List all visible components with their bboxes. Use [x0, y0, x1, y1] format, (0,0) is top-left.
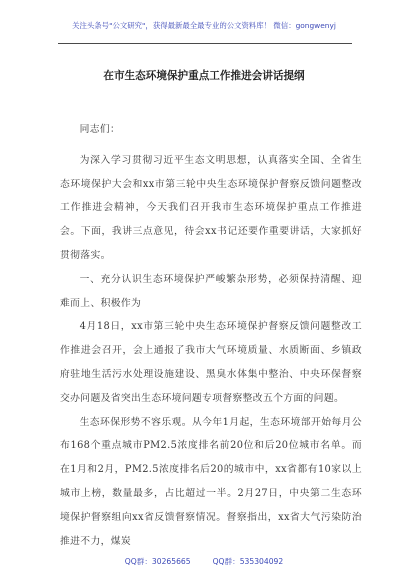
footer-qq-group-1: QQ群：30265665: [124, 557, 191, 566]
paragraph-meeting: 4月18日，xx市第三轮中央生态环境保护督察反馈问题整改工作推进会召开，会上通报了我市大气环境质量、水质断面、乡镇政府驻地生活污水处理设施建设、黑臭水体集中整治、中央环保督察交办问题及省突出生态环境问题专项督察整改五个方面的问题。: [60, 321, 362, 404]
footer-qq-group-2: QQ群：535304092: [212, 557, 284, 566]
paragraph-intro: 为深入学习贯彻习近平生态文明思想，认真落实全国、全省生态环境保护大会和xx市第三轮中央生态环境保护督察反馈问题整改工作推进会精神，今天我们召开我市生态环境保护重点工作推进会。下面，我讲三点意见，待会xx书记还要作重要讲话，大家抓好贯彻落实。: [60, 154, 362, 261]
header-banner: 关注头条号"公文研究"，获得最新最全最专业的公文资料库！ 微信：gongwenyj: [72, 21, 336, 30]
document-body: [60, 118, 362, 553]
section-heading-1: 一、充分认识生态环境保护严峻繁杂形势，必须保持清醒、迎难而上、积极作为: [60, 273, 362, 309]
footer-contacts: [0, 556, 408, 567]
header-divider: [58, 43, 352, 44]
greeting: 同志们：: [79, 124, 121, 135]
paragraph-situation: 生态环保形势不容乐观。从今年1月起，生态环境部开始每月公布168个重点城市PM2.5浓度排名前20位和后20位城市名单。而在1月和2月，PM2.5浓度排名后20的城市中，xx省都有10家以上城市上榜，数量最多，占比超过一半。2月27日，中央第二生态环境保护督察组向xx省反馈督察情况。督察指出，xx省大气污染防治推进不力，煤炭: [60, 416, 362, 547]
document-title: 在市生态环境保护重点工作推进会讲话提纲: [103, 70, 305, 82]
